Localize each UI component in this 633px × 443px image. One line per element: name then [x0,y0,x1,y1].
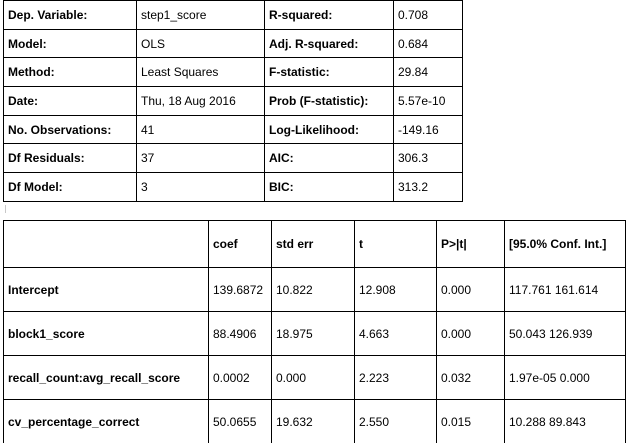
coef-row [4,356,626,400]
coef-cell-coef: 88.4906 [209,312,272,356]
model-summary-table [3,0,463,202]
summary-left-label: Method: [4,58,137,87]
summary-left-value: 3 [137,173,265,202]
coef-cell-p: 0.032 [437,356,505,400]
coef-cell-std-err: 0.000 [272,356,355,400]
divider-mark [5,205,6,213]
coef-cell-ci: 117.761 161.614 [505,268,626,312]
summary-row [4,29,463,58]
coef-variable-name: recall_count:avg_recall_score [4,356,209,400]
summary-right-label: BIC: [265,173,394,202]
summary-right-value: -149.16 [394,115,463,144]
coef-cell-p: 0.000 [437,312,505,356]
summary-left-label: Model: [4,29,137,58]
summary-left-value: 37 [137,144,265,173]
coef-variable-name: Intercept [4,268,209,312]
summary-right-value: 0.684 [394,29,463,58]
coef-header-cell [4,221,209,268]
summary-right-label: Log-Likelihood: [265,115,394,144]
summary-left-value: 41 [137,115,265,144]
summary-left-label: Dep. Variable: [4,1,137,30]
summary-left-label: Df Model: [4,173,137,202]
coef-header-cell: t [355,221,437,268]
coef-cell-ci: 10.288 89.843 [505,400,626,443]
summary-row [4,173,463,202]
summary-right-label: R-squared: [265,1,394,30]
summary-right-label: Prob (F-statistic): [265,87,394,116]
coef-cell-std-err: 19.632 [272,400,355,443]
summary-right-label: Adj. R-squared: [265,29,394,58]
summary-right-value: 5.57e-10 [394,87,463,116]
coef-header-cell: std err [272,221,355,268]
coef-cell-ci: 50.043 126.939 [505,312,626,356]
coef-row [4,400,626,443]
summary-left-label: Df Residuals: [4,144,137,173]
summary-row [4,144,463,173]
coef-cell-std-err: 10.822 [272,268,355,312]
summary-right-value: 29.84 [394,58,463,87]
coef-row [4,268,626,312]
coef-cell-ci: 1.97e-05 0.000 [505,356,626,400]
coef-cell-coef: 50.0655 [209,400,272,443]
summary-right-label: AIC: [265,144,394,173]
coef-header-cell: [95.0% Conf. Int.] [505,221,626,268]
summary-row [4,1,463,30]
summary-left-value: Least Squares [137,58,265,87]
coef-cell-t: 2.550 [355,400,437,443]
coef-cell-coef: 139.6872 [209,268,272,312]
coefficients-table [3,220,626,443]
coef-cell-t: 2.223 [355,356,437,400]
coef-header-row [4,221,626,268]
summary-right-label: F-statistic: [265,58,394,87]
summary-left-value: OLS [137,29,265,58]
summary-left-label: No. Observations: [4,115,137,144]
summary-row [4,87,463,116]
coef-cell-std-err: 18.975 [272,312,355,356]
summary-right-value: 0.708 [394,1,463,30]
summary-left-value: Thu, 18 Aug 2016 [137,87,265,116]
coef-cell-t: 4.663 [355,312,437,356]
summary-left-value: step1_score [137,1,265,30]
coef-cell-p: 0.000 [437,268,505,312]
coef-cell-coef: 0.0002 [209,356,272,400]
coef-cell-p: 0.015 [437,400,505,443]
coef-row [4,312,626,356]
summary-right-value: 313.2 [394,173,463,202]
coef-variable-name: block1_score [4,312,209,356]
summary-right-value: 306.3 [394,144,463,173]
coef-header-cell: P>|t| [437,221,505,268]
coef-variable-name: cv_percentage_correct [4,400,209,443]
coef-cell-t: 12.908 [355,268,437,312]
summary-row [4,115,463,144]
summary-row [4,58,463,87]
summary-left-label: Date: [4,87,137,116]
coef-header-cell: coef [209,221,272,268]
